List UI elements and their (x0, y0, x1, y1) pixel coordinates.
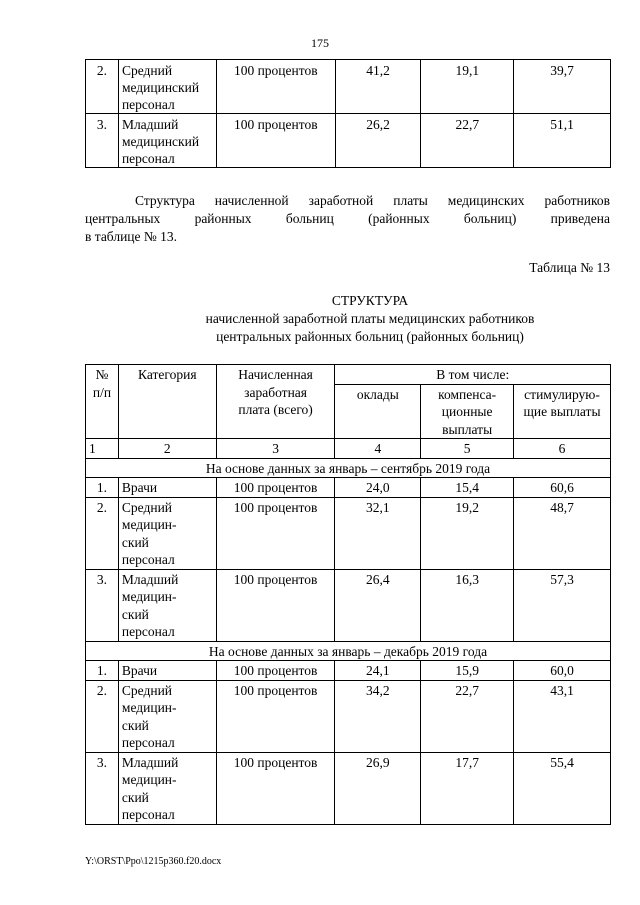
paragraph-line: в таблице № 13. (85, 229, 178, 244)
column-number: 2 (118, 439, 216, 459)
row-stimulating: 60,0 (514, 661, 611, 681)
row-stimulating: 60,6 (514, 478, 611, 498)
header-salary: оклады (335, 384, 421, 439)
table-row (86, 497, 611, 569)
table-row (86, 680, 611, 752)
row-salary: 24,1 (335, 661, 421, 681)
table-row (86, 569, 611, 641)
row-salary: 32,1 (335, 497, 421, 569)
header-category: Категория (118, 365, 216, 439)
row-number: 2. (86, 680, 119, 752)
section-title: На основе данных за январь – декабрь 2019 года (86, 641, 611, 661)
page-number: 175 (311, 36, 329, 50)
header-stimulating: стимулирую- щие выплаты (514, 384, 611, 439)
table-row (86, 478, 611, 498)
column-number: 6 (514, 439, 611, 459)
row-salary: 24,0 (335, 478, 421, 498)
row-stimulating: 55,4 (514, 752, 611, 824)
table-row (86, 114, 611, 168)
column-number: 5 (421, 439, 514, 459)
row-number: 1. (86, 478, 119, 498)
row-salary: 41,2 (335, 60, 421, 114)
table-heading (85, 292, 640, 346)
row-salary: 26,4 (335, 569, 421, 641)
intro-paragraph (85, 192, 610, 246)
row-salary: 26,2 (335, 114, 421, 168)
row-total: 100 процентов (216, 478, 335, 498)
section-title: На основе данных за январь – сентябрь 2019 года (86, 458, 611, 478)
heading-line: начисленной заработной платы медицинских работников (205, 311, 535, 326)
row-stimulating: 43,1 (514, 680, 611, 752)
header-compensation: компенса- ционные выплаты (421, 384, 514, 439)
row-number: 3. (86, 752, 119, 824)
row-total: 100 процентов (216, 497, 335, 569)
row-category: Врачи (118, 661, 216, 681)
row-salary: 34,2 (335, 680, 421, 752)
row-compensation: 19,1 (421, 60, 514, 114)
row-stimulating: 57,3 (514, 569, 611, 641)
row-stimulating: 51,1 (514, 114, 611, 168)
heading-line: центральных районных больниц (районных больниц) (216, 329, 524, 344)
row-number: 2. (86, 60, 119, 114)
row-total: 100 процентов (216, 60, 335, 114)
row-number: 3. (86, 114, 119, 168)
file-path-footer: Y:\ORST\Ppo\1215p360.f20.docx (85, 856, 222, 867)
section-row (86, 641, 611, 661)
column-number: 3 (216, 439, 335, 459)
heading-title: СТРУКТУРА (331, 293, 409, 308)
row-compensation: 17,7 (421, 752, 514, 824)
row-compensation: 19,2 (421, 497, 514, 569)
row-category: Средний медицин- ский персонал (118, 497, 216, 569)
row-compensation: 15,9 (421, 661, 514, 681)
paragraph-line: Структура начисленной заработной платы медицинских работников (135, 193, 610, 208)
column-numbers-row (86, 439, 611, 459)
row-compensation: 16,3 (421, 569, 514, 641)
column-number: 4 (335, 439, 421, 459)
row-stimulating: 39,7 (514, 60, 611, 114)
row-number: 1. (86, 661, 119, 681)
table-13 (85, 364, 611, 825)
row-total: 100 процентов (216, 680, 335, 752)
row-stimulating: 48,7 (514, 497, 611, 569)
row-compensation: 15,4 (421, 478, 514, 498)
paragraph-line: центральных районных больниц (районных больниц) приведена (85, 211, 610, 226)
row-compensation: 22,7 (421, 114, 514, 168)
header-num: № п/п (86, 365, 119, 439)
previous-table-continuation (85, 59, 611, 168)
row-total: 100 процентов (216, 752, 335, 824)
header-including: В том числе: (335, 365, 611, 385)
row-category: Младший медицин- ский персонал (118, 569, 216, 641)
header-total: Начисленная заработная плата (всего) (216, 365, 335, 439)
table-caption: Таблица № 13 (529, 260, 610, 275)
row-salary: 26,9 (335, 752, 421, 824)
row-total: 100 процентов (216, 569, 335, 641)
row-number: 2. (86, 497, 119, 569)
section-row (86, 458, 611, 478)
row-total: 100 процентов (216, 114, 335, 168)
row-number: 3. (86, 569, 119, 641)
row-total: 100 процентов (216, 661, 335, 681)
column-number: 1 (86, 439, 119, 459)
row-compensation: 22,7 (421, 680, 514, 752)
table-row (86, 661, 611, 681)
table-row (86, 60, 611, 114)
row-category: Младший медицинский персонал (118, 114, 216, 168)
table-row (86, 752, 611, 824)
row-category: Средний медицинский персонал (118, 60, 216, 114)
row-category: Врачи (118, 478, 216, 498)
row-category: Младший медицин- ский персонал (118, 752, 216, 824)
row-category: Средний медицин- ский персонал (118, 680, 216, 752)
